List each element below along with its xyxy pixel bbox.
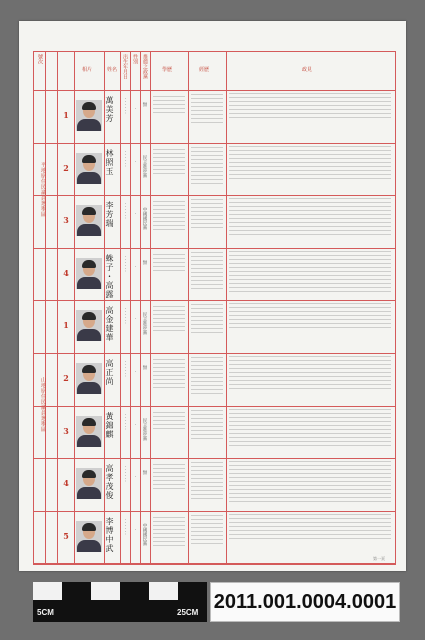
candidate-name: 李博中武 <box>105 516 114 553</box>
candidate-number: 4 <box>63 478 69 489</box>
candidate-number: 3 <box>63 425 69 436</box>
education-text <box>153 359 185 391</box>
candidate-photo <box>76 363 102 394</box>
header-gender: 性別 <box>132 54 138 64</box>
candidate-name: 黃錦麒 <box>105 411 114 439</box>
header-no: 號次 <box>37 54 43 64</box>
header-education: 學歷 <box>162 67 173 73</box>
experience-text <box>191 199 223 229</box>
candidate-number: 5 <box>63 530 69 541</box>
platform-text <box>229 356 391 389</box>
table-header <box>34 52 395 91</box>
education-text <box>153 464 185 490</box>
candidate-photo <box>76 258 102 289</box>
candidate-party: 中國國民黨 <box>142 522 147 546</box>
candidate-table <box>33 51 396 565</box>
birth-date: · · · · · · <box>122 361 127 377</box>
candidate-name: 蛛子・高露 <box>105 253 114 299</box>
candidate-number: 4 <box>63 267 69 278</box>
candidate-party: 無 <box>142 102 147 107</box>
candidate-name: 高正尚 <box>105 359 114 386</box>
header-photo: 相片 <box>82 67 93 73</box>
candidate-name: 林照玉 <box>105 148 114 176</box>
scale-label-left: 5CM <box>37 608 54 617</box>
candidate-party: 無 <box>142 259 147 265</box>
birth-date: · · · · · · <box>122 150 127 167</box>
candidate-row <box>34 353 395 407</box>
experience-text <box>191 357 223 397</box>
candidate-row <box>34 458 395 512</box>
candidate-photo <box>76 205 102 236</box>
page-footer: 第一頁 <box>373 556 385 561</box>
header-birth: 出生年月日 <box>122 54 128 79</box>
candidate-number: 2 <box>63 373 69 383</box>
gender: · <box>132 265 137 268</box>
platform-text <box>229 251 391 294</box>
header-name: 姓名 <box>107 67 118 73</box>
candidate-party: 無 <box>142 470 147 475</box>
gender: · <box>132 371 137 373</box>
birth-date: · · · · · · <box>122 413 127 430</box>
header-party: 推薦之政黨 <box>142 54 148 79</box>
candidate-party: 民主進步黨 <box>142 154 147 178</box>
birth-date: · · · · · · <box>122 466 127 482</box>
candidate-row <box>34 511 395 565</box>
candidate-row <box>34 248 395 302</box>
candidate-name: 萬美芳 <box>105 96 114 123</box>
candidate-photo <box>76 521 102 552</box>
birth-date: · · · · · · <box>122 308 127 325</box>
experience-text <box>191 515 223 545</box>
platform-text <box>229 303 391 331</box>
candidate-number: 1 <box>63 320 69 331</box>
header-experience: 經歷 <box>199 67 210 73</box>
candidate-photo <box>76 100 102 131</box>
candidate-number: 2 <box>63 162 69 173</box>
candidate-number: 3 <box>63 215 69 226</box>
candidate-row <box>34 300 395 354</box>
candidate-row <box>34 90 395 144</box>
candidate-name: 高孝茂俊 <box>105 464 114 501</box>
gender: · <box>132 528 137 531</box>
experience-text <box>191 462 223 502</box>
scale-ruler <box>33 582 207 622</box>
education-text <box>153 517 185 549</box>
candidate-party: 中國國民黨 <box>142 207 147 230</box>
birth-date: · · · · · · <box>122 203 127 219</box>
birth-date: · · · · · · <box>122 518 127 535</box>
candidate-photo <box>76 468 102 499</box>
platform-text <box>229 461 391 504</box>
scale-label-right: 25CM <box>177 608 199 617</box>
candidate-row <box>34 143 395 197</box>
header-platform: 政見 <box>302 67 313 73</box>
candidate-name: 李芳瑞 <box>105 201 114 229</box>
accession-number: 2011.001.0004.0001 <box>210 582 400 622</box>
gender: · <box>132 423 137 426</box>
candidate-row <box>34 406 395 460</box>
birth-date: · · · · · · <box>122 255 127 272</box>
candidate-party: 民主進步黨 <box>142 417 147 441</box>
experience-text <box>191 304 223 334</box>
education-text <box>153 201 185 233</box>
education-text <box>153 96 185 116</box>
candidate-name: 高金建華 <box>105 306 114 343</box>
platform-text <box>229 146 391 179</box>
candidate-photo <box>76 153 102 184</box>
candidate-photo <box>76 416 102 447</box>
gender: · <box>132 108 137 110</box>
candidate-party: 民主進步黨 <box>142 312 147 335</box>
candidate-number: 1 <box>63 110 69 120</box>
experience-text <box>191 94 223 124</box>
education-text <box>153 306 185 332</box>
candidate-photo <box>76 310 102 341</box>
gender: · <box>132 318 137 320</box>
candidate-party: 無 <box>142 365 147 370</box>
gender: · <box>132 213 137 215</box>
platform-text <box>229 514 391 542</box>
region-label-lowland: 平地原住民議員選舉區 <box>40 162 46 217</box>
platform-text <box>229 409 391 447</box>
experience-text <box>191 147 223 187</box>
education-text <box>153 412 185 432</box>
gender: · <box>132 476 137 478</box>
experience-text <box>191 410 223 440</box>
platform-text <box>229 93 391 121</box>
candidate-row <box>34 195 395 249</box>
birth-date: · · · · · · <box>122 98 127 114</box>
education-text <box>153 254 185 274</box>
platform-text <box>229 198 391 236</box>
experience-text <box>191 252 223 292</box>
region-label-mountain: 山地原住民議員選舉區 <box>40 377 46 432</box>
election-bulletin-sheet <box>19 21 406 571</box>
education-text <box>153 149 185 175</box>
gender: · <box>132 160 137 163</box>
